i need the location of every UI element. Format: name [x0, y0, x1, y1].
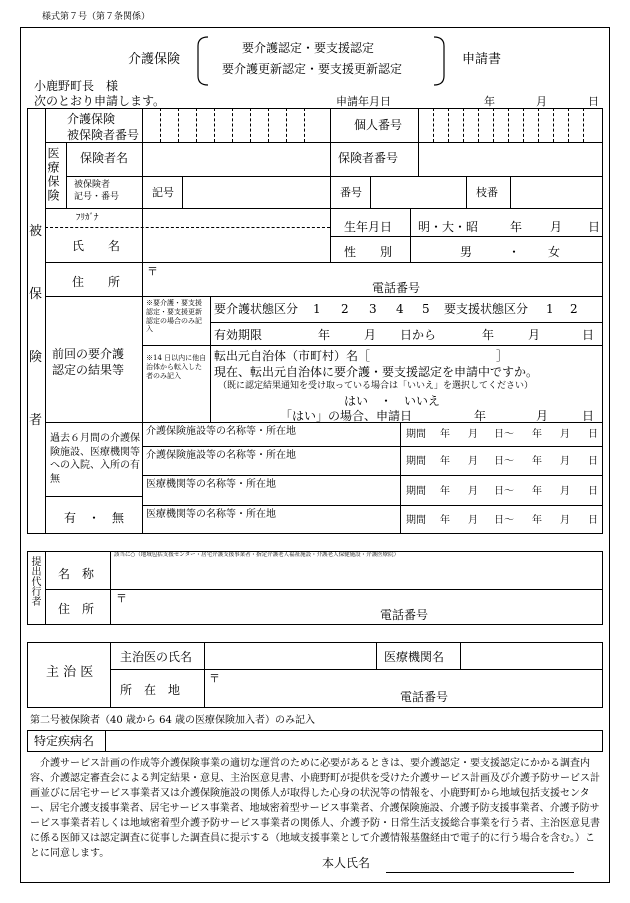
birth-month[interactable]: 月	[550, 220, 563, 234]
period-label-1: 期間	[406, 429, 426, 440]
secondary-heading: 第二号被保険者（40 歳から 64 歳の医療保険加入者）のみ記入	[30, 715, 315, 726]
period-3-d2[interactable]: 日	[588, 486, 598, 497]
period-label-3: 期間	[406, 486, 426, 497]
signature-label: 本人氏名	[322, 856, 371, 870]
title-prefix: 介護保険	[128, 52, 181, 67]
support-level-1[interactable]: 1	[546, 302, 554, 316]
agent-type-note: 該当に○（地域包括支援センター・居宅介護支援事業者・指定介護老人福祉施設・介護老人保健施設・介護医療院）	[114, 552, 400, 558]
holder-name-label: 保険者名	[80, 151, 129, 165]
sex-label: 性 別	[344, 245, 393, 259]
care-level-5[interactable]: 5	[422, 302, 430, 316]
period-4-m2[interactable]: 月	[560, 515, 570, 526]
postal-mark: 〒	[147, 265, 158, 278]
care-level-label: 要介護状態区分	[214, 302, 299, 316]
transfer-origin-label: 転出元自治体（市町村）名［	[214, 349, 371, 363]
institution-label: 医療機関名	[384, 650, 445, 664]
bangou-label: 番号	[340, 186, 362, 199]
disease-table	[27, 730, 603, 752]
sex-separator: ・	[508, 245, 521, 259]
insured-side-vertical: 被保険者	[29, 224, 43, 428]
transfer-question: 現在、転出元自治体に要介護・要支援認定を申請中ですか。	[214, 365, 539, 379]
form-number: 様式第７号（第７条関係）	[42, 12, 151, 22]
period-label-2: 期間	[406, 456, 426, 467]
addressee: 小鹿野町長 様	[34, 79, 119, 93]
insured-number-label: 介護保険 被保険者番号	[67, 112, 140, 143]
period-4-d2[interactable]: 日	[588, 515, 598, 526]
period-1-m[interactable]: 月	[468, 429, 478, 440]
period-3-d[interactable]: 日〜	[494, 486, 514, 497]
transfer-bracket-end: ］	[496, 349, 509, 363]
previous-result-label: 前回の要介護 認定の結果等	[52, 347, 125, 378]
era-options[interactable]: 明・大・昭	[418, 220, 479, 234]
apply-day[interactable]: 日	[588, 95, 599, 108]
period-2-d2[interactable]: 日	[588, 456, 598, 467]
intro-text: 次のとおり申請します。	[34, 94, 166, 108]
period-4-m[interactable]: 月	[468, 515, 478, 526]
title-line2: 要介護更新認定・要支援更新認定	[222, 62, 403, 76]
furigana-label: ﾌﾘｶﾞﾅ	[76, 213, 99, 223]
period-2-d[interactable]: 日〜	[494, 456, 514, 467]
facility-yes-no[interactable]: 有 ・ 無	[64, 511, 125, 525]
period-1-y[interactable]: 年	[440, 429, 450, 440]
support-level-label: 要支援状態区分	[444, 302, 529, 316]
disease-label: 特定疾病名	[34, 734, 95, 748]
transfer-note: （既に認定結果通知を受け取っている場合は「いいえ」を選択してください）	[218, 381, 534, 391]
note-transfer: ※14 日以内に他自治体から転入した者のみ記入	[146, 354, 207, 380]
valid-to-day[interactable]: 日	[582, 328, 595, 342]
valid-to-month[interactable]: 月	[528, 328, 541, 342]
medical-side-label: 医療保険	[46, 147, 60, 203]
period-label-4: 期間	[406, 515, 426, 526]
agent-address-label: 住 所	[58, 602, 95, 616]
valid-to-year[interactable]: 年	[482, 328, 495, 342]
birth-day[interactable]: 日	[588, 220, 601, 234]
kigou-label: 記号	[152, 186, 174, 199]
facility-row-2: 介護保険施設等の名称等・所在地	[146, 450, 296, 461]
period-4-y2[interactable]: 年	[532, 515, 542, 526]
valid-from-month[interactable]: 月	[364, 328, 377, 342]
period-3-y[interactable]: 年	[440, 486, 450, 497]
period-2-y[interactable]: 年	[440, 456, 450, 467]
birth-label: 生年月日	[344, 220, 393, 234]
address-label: 住 所	[72, 275, 121, 289]
period-2-m[interactable]: 月	[468, 456, 478, 467]
agent-phone-label: 電話番号	[380, 608, 429, 622]
period-1-d2[interactable]: 日	[588, 429, 598, 440]
period-3-y2[interactable]: 年	[532, 486, 542, 497]
phone-label: 電話番号	[372, 281, 421, 295]
apply-date-label: 申請年月日	[336, 95, 391, 108]
left-bracket-icon	[196, 36, 210, 86]
support-level-2[interactable]: 2	[570, 302, 578, 316]
birth-year[interactable]: 年	[510, 220, 523, 234]
yes-no-options[interactable]: はい ・ いいえ	[344, 394, 441, 408]
yes-date-year[interactable]: 年	[474, 409, 487, 423]
doctor-side-label: 主 治 医	[46, 665, 94, 680]
note-renewal: ※要介護・要支援認定・要支援更新認定の場合のみ記入	[146, 299, 202, 334]
doctor-phone-label: 電話番号	[400, 690, 449, 704]
doctor-location-label: 所 在 地	[120, 683, 181, 697]
holder-number-label: 保険者番号	[338, 151, 399, 165]
care-level-4[interactable]: 4	[396, 302, 404, 316]
valid-from-day[interactable]: 日から	[400, 328, 437, 342]
period-1-d[interactable]: 日〜	[494, 429, 514, 440]
yes-date-day[interactable]: 日	[582, 409, 595, 423]
valid-label: 有効期限	[214, 328, 263, 342]
signature-line[interactable]	[386, 872, 574, 873]
sex-male[interactable]: 男	[460, 245, 473, 259]
sex-female[interactable]: 女	[548, 245, 561, 259]
period-2-y2[interactable]: 年	[532, 456, 542, 467]
title-suffix: 申請書	[462, 52, 502, 67]
period-3-m[interactable]: 月	[468, 486, 478, 497]
edaban-label: 枝番	[476, 186, 498, 199]
title-line1: 要介護認定・要支援認定	[242, 41, 375, 55]
period-3-m2[interactable]: 月	[560, 486, 570, 497]
agent-table	[27, 551, 603, 625]
insured-code-label: 被保険者 記号・番号	[74, 180, 120, 203]
care-level-3[interactable]: 3	[369, 302, 377, 316]
apply-year[interactable]: 年	[484, 95, 495, 108]
doctor-postal-mark: 〒	[209, 672, 220, 685]
period-4-y[interactable]: 年	[440, 515, 450, 526]
care-level-2[interactable]: 2	[341, 302, 349, 316]
agent-name-label: 名 称	[58, 567, 95, 581]
care-level-1[interactable]: 1	[313, 302, 321, 316]
apply-month[interactable]: 月	[536, 95, 547, 108]
period-4-d[interactable]: 日〜	[494, 515, 514, 526]
yes-date-label: 「はい」の場合、申請日	[280, 409, 413, 423]
consent-text: 介護サービス計画の作成等介護保険事業の適切な運営のために必要があるときは、要介護認定・要支援認定にかかる調査内容、介護認定審査会による判定結果・意見、主治医意見書、小鹿野町が提供を受けた介護サービス計画及び介護予防サービス計画並びに居宅サービス事業者又は介護保険施設の関係人が取得した心身の状況等の情報を、小鹿野町から地域包括支援センター、居宅介護支援事業者、居宅サービス事業者、地域密着型サービス事業者、介護保険施設、介護予防支援事業者、介護予防サービス事業者若しくは地域密着型介護予防サービス事業者の関係人、介護予防・日常生活支援総合事業を行う者、主治医意見書に係る医師又は認定調査に従事した調査員に提示する（地域支援事業として介護情報基盤経由で電子的に行う場合を含む。）ことに同意します。	[30, 758, 600, 859]
facility-row-4: 医療機関等の名称等・所在地	[146, 509, 276, 520]
period-1-m2[interactable]: 月	[560, 429, 570, 440]
period-1-y2[interactable]: 年	[532, 429, 542, 440]
yes-date-month[interactable]: 月	[536, 409, 549, 423]
doctor-name-label: 主治医の氏名	[120, 650, 193, 664]
personal-number-label: 個人番号	[354, 118, 403, 132]
agent-postal-mark: 〒	[116, 592, 127, 605]
name-label: 氏 名	[72, 239, 121, 253]
facility-row-3: 医療機関等の名称等・所在地	[146, 479, 276, 490]
doctor-table	[27, 642, 603, 708]
right-bracket-icon	[432, 36, 446, 86]
facility-label: 過去６月間の介護保険施設、医療機関等への入院、入所の有無	[50, 433, 140, 485]
facility-row-1: 介護保険施設等の名称等・所在地	[146, 426, 296, 437]
agent-side-label: 提出代行者	[29, 556, 40, 606]
period-2-m2[interactable]: 月	[560, 456, 570, 467]
valid-from-year[interactable]: 年	[318, 328, 331, 342]
